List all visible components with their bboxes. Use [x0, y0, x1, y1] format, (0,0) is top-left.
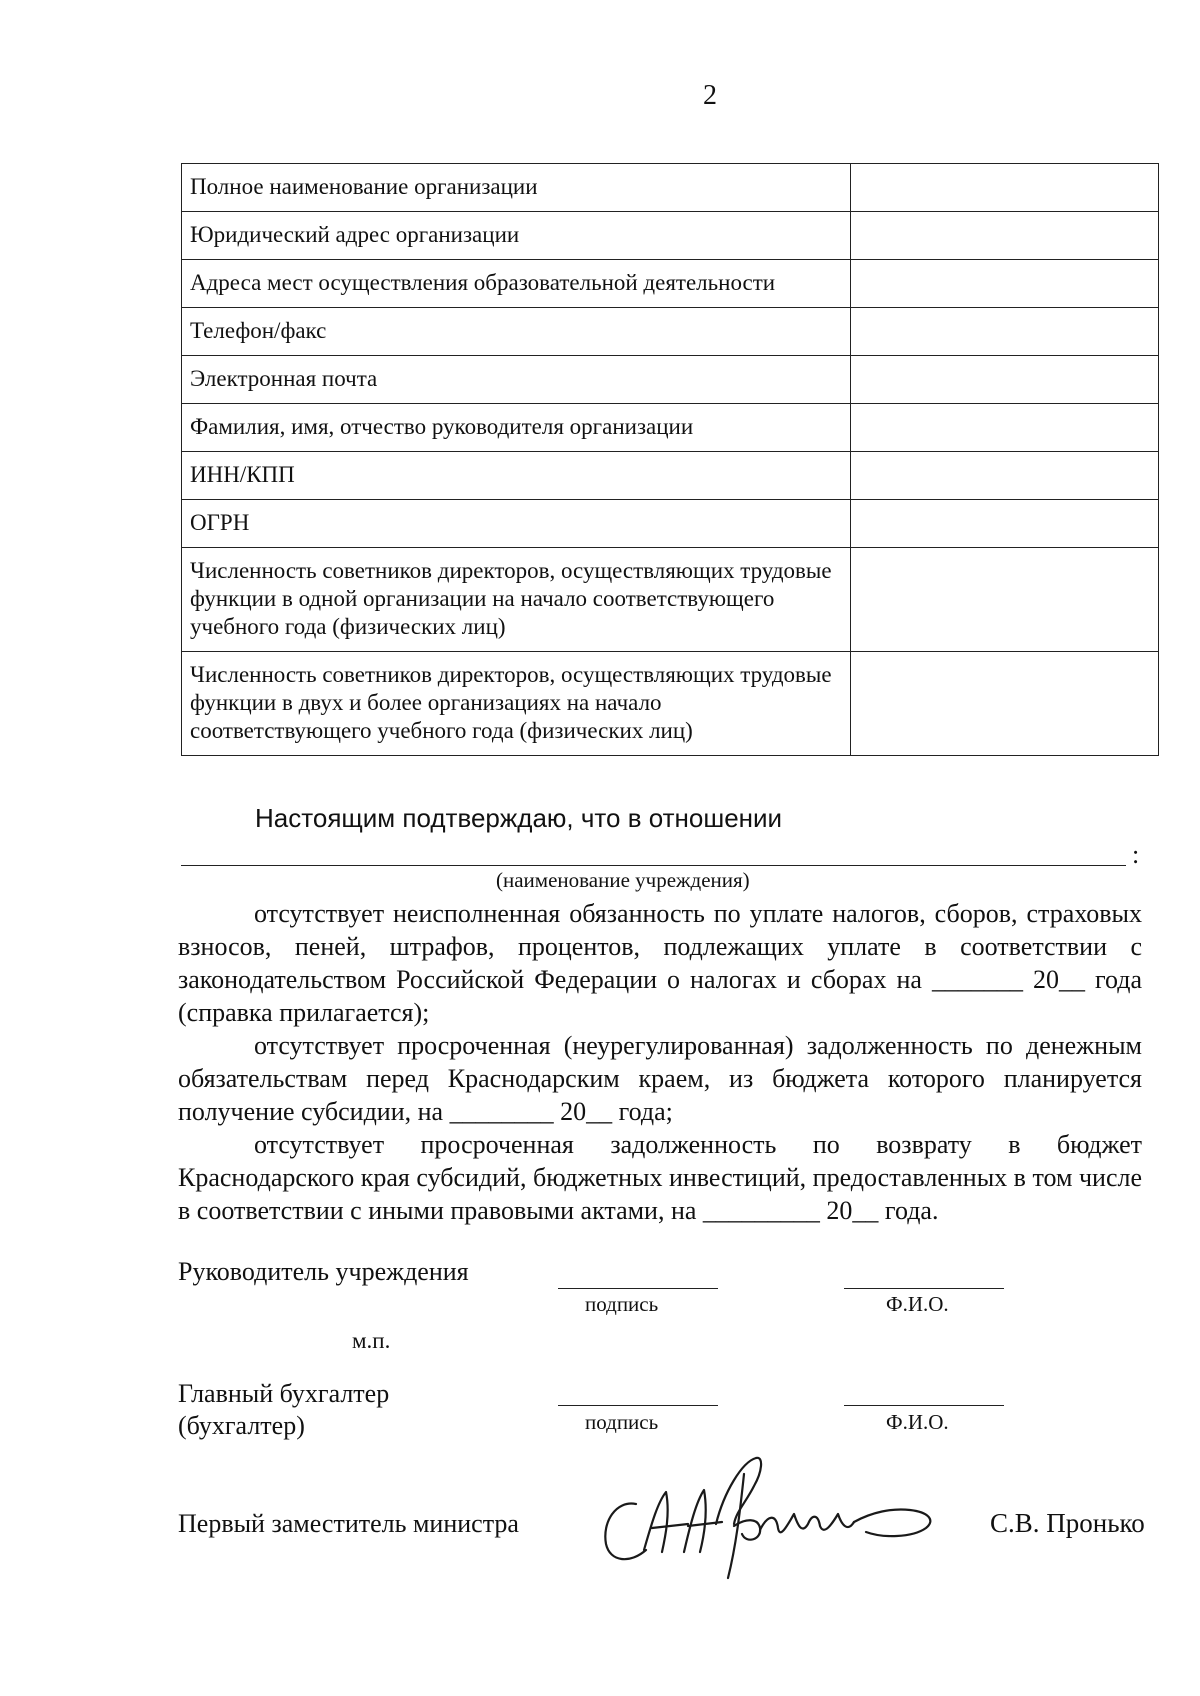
row-label: Телефон/факс: [182, 308, 851, 356]
row-label: Юридический адрес организации: [182, 212, 851, 260]
row-label: Фамилия, имя, отчество руководителя организации: [182, 404, 851, 452]
row-value: [851, 260, 1159, 308]
table-row: [182, 308, 1159, 356]
row-value: [851, 452, 1159, 500]
row-value: [851, 212, 1159, 260]
confirmation-paragraph-taxes: отсутствует неисполненная обязанность по уплате налогов, сборов, страховых взносов, пеней, штрафов, процентов, подлежащих уплате в соответствии с законодательством Российской Федерации о налогах и сборах на _______ 20__ года (справка прилагается);: [178, 899, 1142, 1027]
row-label: Электронная почта: [182, 356, 851, 404]
institution-name-caption: (наименование учреждения): [496, 868, 750, 892]
head-name-caption: Ф.И.О.: [886, 1292, 949, 1316]
accountant-name-line: [844, 1405, 1004, 1406]
page-number: 2: [703, 80, 717, 111]
institution-name-blank: [181, 865, 1126, 866]
handwritten-signature: [596, 1452, 966, 1582]
table-row: [182, 212, 1159, 260]
row-label: Численность советников директоров, осуществляющих трудовые функции в одной организации на начало соответствующего учебного года (физических лиц): [182, 548, 851, 652]
head-signature-line: [558, 1288, 718, 1289]
row-label: ОГРН: [182, 500, 851, 548]
accountant-name-caption: Ф.И.О.: [886, 1410, 949, 1434]
row-label: Адреса мест осуществления образовательной деятельности: [182, 260, 851, 308]
confirmation-paragraph-subsidies: отсутствует просроченная задолженность по возврату в бюджет Краснодарского края субсидий, бюджетных инвестиций, предоставленных в том числе в соответствии с иными правовыми актами, на _________ 20__ года.: [178, 1130, 1142, 1225]
confirmation-paragraphs: [178, 897, 1142, 1227]
row-label: Полное наименование организации: [182, 164, 851, 212]
table-row: [182, 260, 1159, 308]
signer-position: Первый заместитель министра: [178, 1509, 519, 1538]
accountant-title-line2: (бухгалтер): [178, 1411, 305, 1440]
row-value: [851, 404, 1159, 452]
table-row: [182, 500, 1159, 548]
table-row: [182, 164, 1159, 212]
signer-name: С.В. Пронько: [990, 1508, 1145, 1538]
head-name-line: [844, 1288, 1004, 1289]
row-label: Численность советников директоров, осуществляющих трудовые функции в двух и более организациях на начало соответствующего учебного года (физических лиц): [182, 652, 851, 756]
row-value: [851, 652, 1159, 756]
row-value: [851, 308, 1159, 356]
confirmation-lead: Настоящим подтверждаю, что в отношении: [255, 803, 783, 833]
table-row: [182, 452, 1159, 500]
row-value: [851, 548, 1159, 652]
row-label: ИНН/КПП: [182, 452, 851, 500]
row-value: [851, 356, 1159, 404]
accountant-signature-caption: подпись: [585, 1410, 659, 1434]
accountant-signature-line: [558, 1405, 718, 1406]
table-row: [182, 404, 1159, 452]
confirmation-paragraph-debt: отсутствует просроченная (неурегулированная) задолженность по денежным обязательствам перед Краснодарским краем, из бюджета которого планируется получение субсидии, на ________ 20__ года;: [178, 1031, 1142, 1126]
row-value: [851, 164, 1159, 212]
table-row: [182, 356, 1159, 404]
table-row: [182, 548, 1159, 652]
accountant-title-line1: Главный бухгалтер: [178, 1379, 390, 1408]
head-signature-caption: подпись: [585, 1292, 659, 1316]
row-value: [851, 500, 1159, 548]
head-title: Руководитель учреждения: [178, 1257, 469, 1286]
stamp-place: м.п.: [352, 1328, 391, 1353]
organization-info-table: [181, 163, 1159, 756]
institution-name-colon: :: [1132, 840, 1140, 869]
table-row: [182, 652, 1159, 756]
